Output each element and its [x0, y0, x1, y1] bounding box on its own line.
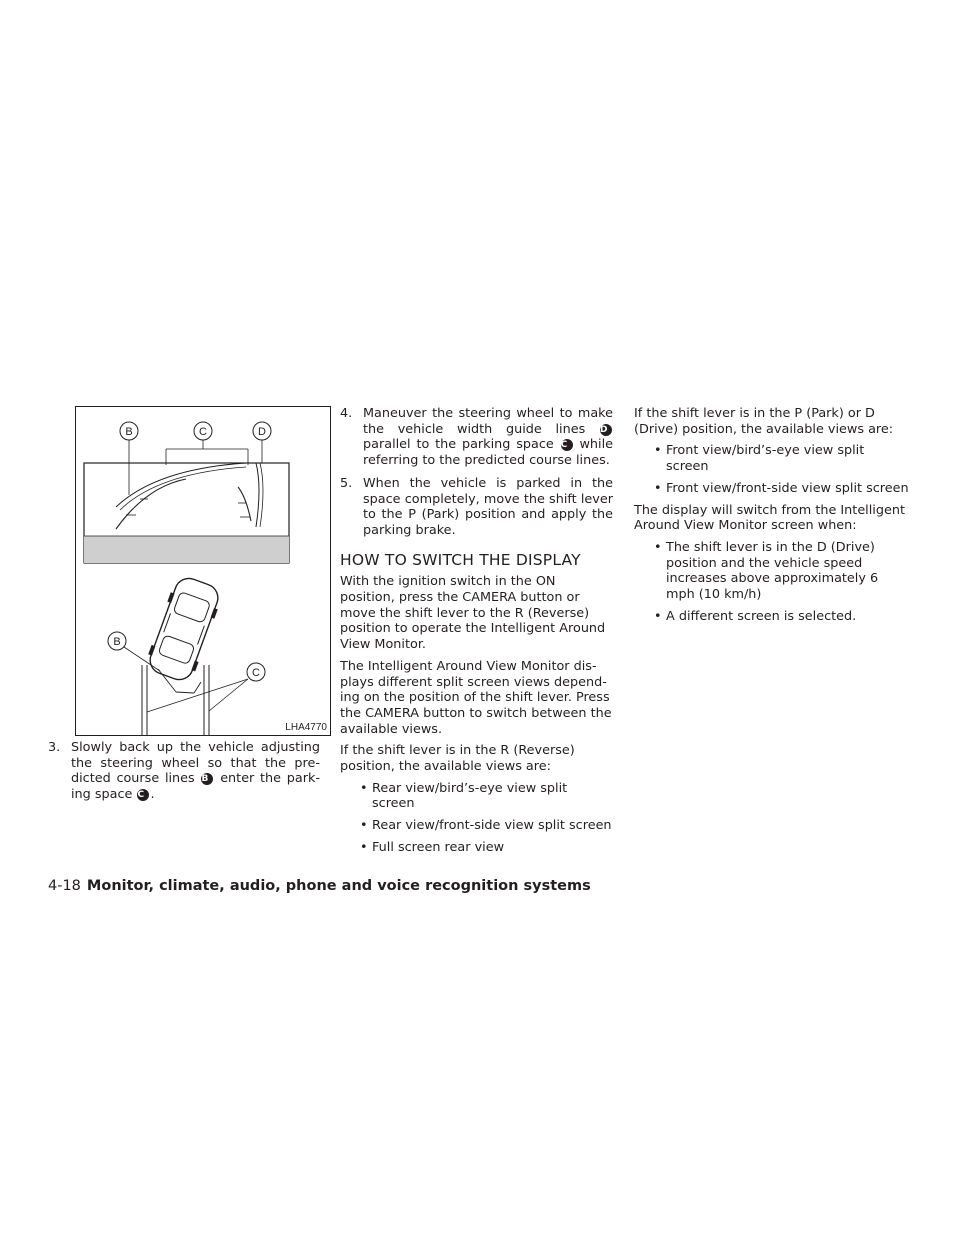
- page-footer: [48, 878, 591, 894]
- figure-code: LHA4770: [285, 722, 327, 733]
- step-text: while referring to the predicted course lines.: [363, 437, 613, 469]
- paragraph: With the ignition switch in the ON position, press the CAMERA button or move the shift lever to the R (Reverse) position to operate the Intelligent Around View Monitor.: [340, 574, 606, 653]
- callout-b: B: [125, 426, 133, 438]
- section-heading: HOW TO SWITCH THE DISPLAY: [340, 550, 581, 569]
- step-number: 3.: [48, 740, 61, 755]
- paragraph: The Intelligent Around View Monitor dis-plays different split screen views depend-ing on the position of the shift lever. Press the CAMERA button to switch between the available views.: [340, 658, 612, 737]
- step-text: .: [150, 787, 155, 803]
- callout-c-lower: C: [252, 667, 260, 679]
- chapter-title: Monitor, climate, audio, phone and voice recognition systems: [86, 878, 591, 894]
- ref-c-badge: C: [137, 789, 149, 801]
- list-item: • Full screen rear view: [360, 839, 505, 855]
- step-4: [340, 406, 613, 469]
- column-middle: [340, 406, 613, 862]
- list-item: • The shift lever is in the D (Drive) position and the vehicle speed increases above approximately 6 mph (10 km/h): [654, 539, 879, 603]
- ref-c-badge: C: [561, 439, 573, 451]
- step-text: Slowly back up the vehicle adjusting the steering wheel so that the pre-dicted course lines: [71, 740, 320, 787]
- step-number: 4.: [340, 406, 353, 421]
- list-item: • Front view/bird’s-eye view split screen: [654, 443, 865, 475]
- callout-b-lower: B: [113, 636, 121, 648]
- step-text: Maneuver the steering wheel to make the vehicle width guide lines: [363, 406, 613, 437]
- step-text: enter the park-ing space: [71, 771, 321, 803]
- list-item: • A different screen is selected.: [654, 608, 857, 624]
- paragraph: If the shift lever is in the P (Park) or D (Drive) position, the available views are:: [634, 406, 894, 437]
- illustration-figure: [75, 406, 331, 736]
- ref-b-badge: B: [201, 773, 213, 785]
- paragraph: If the shift lever is in the R (Reverse) position, the available views are:: [340, 743, 575, 775]
- list-item: • Front view/front-side view split screen: [654, 480, 909, 496]
- column-right: [634, 406, 909, 630]
- paragraph: The display will switch from the Intelligent Around View Monitor screen when:: [634, 502, 905, 534]
- column-left: [48, 740, 320, 810]
- step-3: [48, 740, 320, 803]
- parking-guide-illustration: [76, 407, 332, 737]
- list-item: • Rear view/front-side view split screen: [360, 818, 612, 834]
- page-number: 4-18: [48, 878, 81, 894]
- step-5: [340, 476, 613, 539]
- screen-vehicle-bumper: [84, 536, 289, 563]
- callout-d: D: [258, 426, 266, 438]
- step-text: When the vehicle is parked in the space completely, move the shift lever to the P (Park) position and apply the parking brake.: [363, 475, 613, 538]
- callout-c: C: [199, 426, 207, 438]
- step-number: 5.: [340, 475, 353, 491]
- step-text: parallel to the parking space: [363, 437, 554, 453]
- list-item: • Rear view/bird’s-eye view split screen: [360, 780, 568, 812]
- ref-d-badge: D: [600, 424, 612, 436]
